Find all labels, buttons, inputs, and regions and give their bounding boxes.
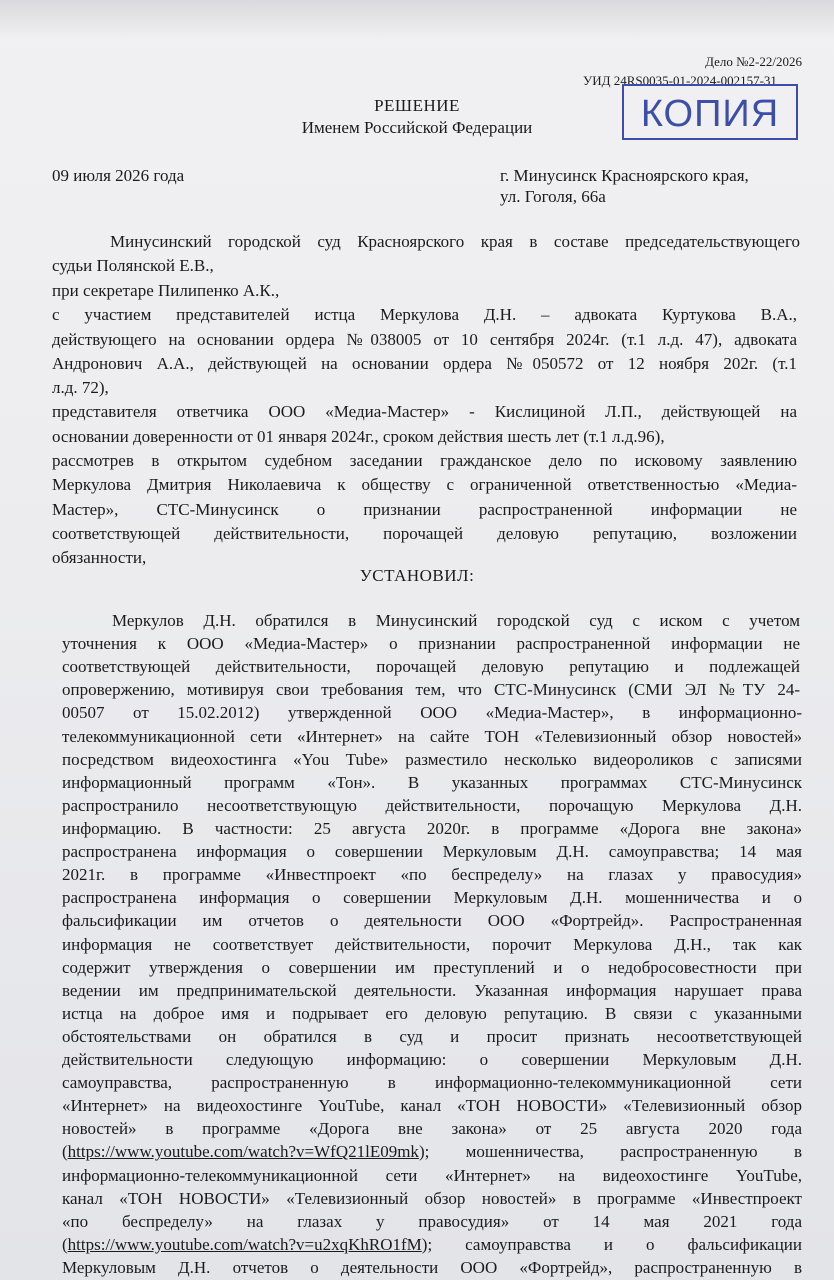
video-link[interactable]: https://www.youtube.com/watch?v=WfQ21lE09mk bbox=[67, 1142, 419, 1162]
body-line: канал «ТОН НОВОСТИ» «Телевизионный обзор новостей» в программе «Инвестпроект bbox=[62, 1188, 802, 1208]
body-line: распространена информация о совершении Меркуловым Д.Н. мошенничества и о bbox=[62, 888, 802, 908]
body-line: действительности следующую информацию: о совершении Меркуловым Д.Н. bbox=[62, 1050, 802, 1070]
body-line: ведении им предпринимательской деятельности. Указанная информация нарушает права bbox=[62, 980, 802, 1000]
body-line: «по беспределу» на глазах у правосудия» от 14 мая 2021 года bbox=[62, 1211, 802, 1231]
body-line: фальсификации им отчетов о деятельности ООО «Фортрейд». Распространенная bbox=[62, 911, 802, 931]
body-line: уточнения к ООО «Медиа-Мастер» о признании распространенной информации не bbox=[62, 634, 800, 654]
section-heading-established: УСТАНОВИЛ: bbox=[359, 566, 475, 585]
body-line: (https://www.youtube.com/watch?v=u2xqKhRO1fM); самоуправства и о фальсификации bbox=[62, 1234, 802, 1254]
body-line: информационно-телекоммуникационной сети «Интернет» на видеохостинге YouTube, bbox=[62, 1165, 802, 1185]
body-line: опровержению, мотивируя свои требования тем, что СТС-Минусинск (СМИ ЭЛ №ТУ 24- bbox=[62, 680, 800, 700]
intro-line: с участием представителей истца Меркулова Д.Н. – адвоката Куртукова В.А., bbox=[52, 305, 797, 324]
body-line: (https://www.youtube.com/watch?v=WfQ21lE09mk); мошенничества, распространенную в bbox=[62, 1142, 802, 1162]
body-line: информационный программ «Тон». В указанных программах СТС-Минусинск bbox=[62, 772, 802, 792]
body-line: обстоятельствами он обратился в суд и просит признать несоответствующей bbox=[62, 1026, 802, 1046]
page-shadow bbox=[0, 0, 834, 40]
intro-line: обязанности, bbox=[52, 548, 147, 567]
intro-line: соответствующей действительности, порочащей деловую репутацию, возложении bbox=[52, 524, 797, 543]
body-line: посредством видеохостинга «You Tube» разместило несколько видеороликов с записями bbox=[62, 749, 802, 769]
body-line: 2021г. в программе «Инвестпроект «по беспределу» на глазах у правосудия» bbox=[62, 865, 802, 885]
decision-subtitle: Именем Российской Федерации bbox=[301, 118, 533, 137]
body-line: самоуправства, распространенную в информационно-телекоммуникационной сети bbox=[62, 1073, 802, 1093]
court-place: г. Минусинск Красноярского края, bbox=[500, 166, 749, 185]
body-line-last: Меркуловым Д.Н. отчетов о деятельности ООО «Фортрейд», распространенную в bbox=[62, 1258, 802, 1277]
intro-line: при секретаре Пилипенко А.К., bbox=[52, 281, 280, 300]
body-line: информацию. В частности: 25 августа 2020г. в программе «Дорога вне закона» bbox=[62, 818, 802, 838]
court-address: ул. Гоголя, 66а bbox=[500, 187, 606, 206]
body-line: истца на доброе имя и подрывает его деловую репутацию. В связи с указанными bbox=[62, 1003, 802, 1023]
body-line: Меркулов Д.Н. обратился в Минусинский городской суд с иском с учетом bbox=[112, 611, 800, 630]
intro-line: судьи Полянской Е.В., bbox=[52, 256, 214, 275]
intro-line: Андронович А.А., действующей на основании ордера №050572 от 12 ноября 202г. (т.1 bbox=[52, 354, 797, 373]
intro-line: Мастер», СТС-Минусинск о признании распространенной информации не bbox=[52, 500, 797, 519]
body-line: «Интернет» на видеохостинге YouTube, канал «ТОН НОВОСТИ» «Телевизионный обзор bbox=[62, 1096, 802, 1116]
body-line: распространена информация о совершении Меркуловым Д.Н. самоуправства; 14 мая bbox=[62, 842, 802, 862]
copy-stamp: КОПИЯ bbox=[622, 84, 798, 140]
body-line: информация не соответствует действительности, порочит Меркулова Д.Н., так как bbox=[62, 934, 802, 954]
body-line: новостей» в программе «Дорога вне закона» от 25 августа 2020 года bbox=[62, 1119, 802, 1139]
intro-line: действующего на основании ордера №038005 от 10 сентября 2024г. (т.1 л.д. 47), адвоката bbox=[52, 330, 797, 349]
decision-title: РЕШЕНИЕ bbox=[374, 96, 460, 115]
body-line: содержит утверждения о совершении им преступлений и о недобросовестности при bbox=[62, 957, 802, 977]
case-number: Дело №2-22/2026 bbox=[705, 54, 802, 69]
intro-line: Минусинский городской суд Красноярского края в составе председательствующего bbox=[110, 232, 800, 251]
decision-date: 09 июля 2026 года bbox=[52, 166, 185, 185]
intro-line: Меркулова Дмитрия Николаевича к обществу с ограниченной ответственностью «Медиа- bbox=[52, 475, 797, 494]
body-line: соответствующей действительности, порочащей деловую репутацию и подлежащей bbox=[62, 657, 800, 677]
body-line: 00507 от 15.02.2012) утвержденной ООО «Медиа-Мастер», в информационно- bbox=[62, 703, 802, 723]
intro-line: рассмотрев в открытом судебном заседании гражданское дело по исковому заявлению bbox=[52, 451, 797, 470]
video-link[interactable]: https://www.youtube.com/watch?v=u2xqKhRO1fM bbox=[67, 1234, 422, 1254]
uid-number: УИД 24RS0035-01-2024-002157-31 bbox=[583, 73, 777, 88]
intro-line: л.д. 72), bbox=[52, 378, 109, 397]
body-line: распространило несоответствующую действительности, порочащую Меркулова Д.Н. bbox=[62, 795, 802, 815]
body-line: телекоммуникационной сети «Интернет» на сайте ТОН «Телевизионный обзор новостей» bbox=[62, 726, 802, 746]
intro-line: основании доверенности от 01 января 2024г., сроком действия шесть лет (т.1 л.д.96), bbox=[52, 427, 665, 446]
intro-line: представителя ответчика ООО «Медиа-Мастер» - Кислициной Л.П., действующей на bbox=[52, 402, 797, 421]
